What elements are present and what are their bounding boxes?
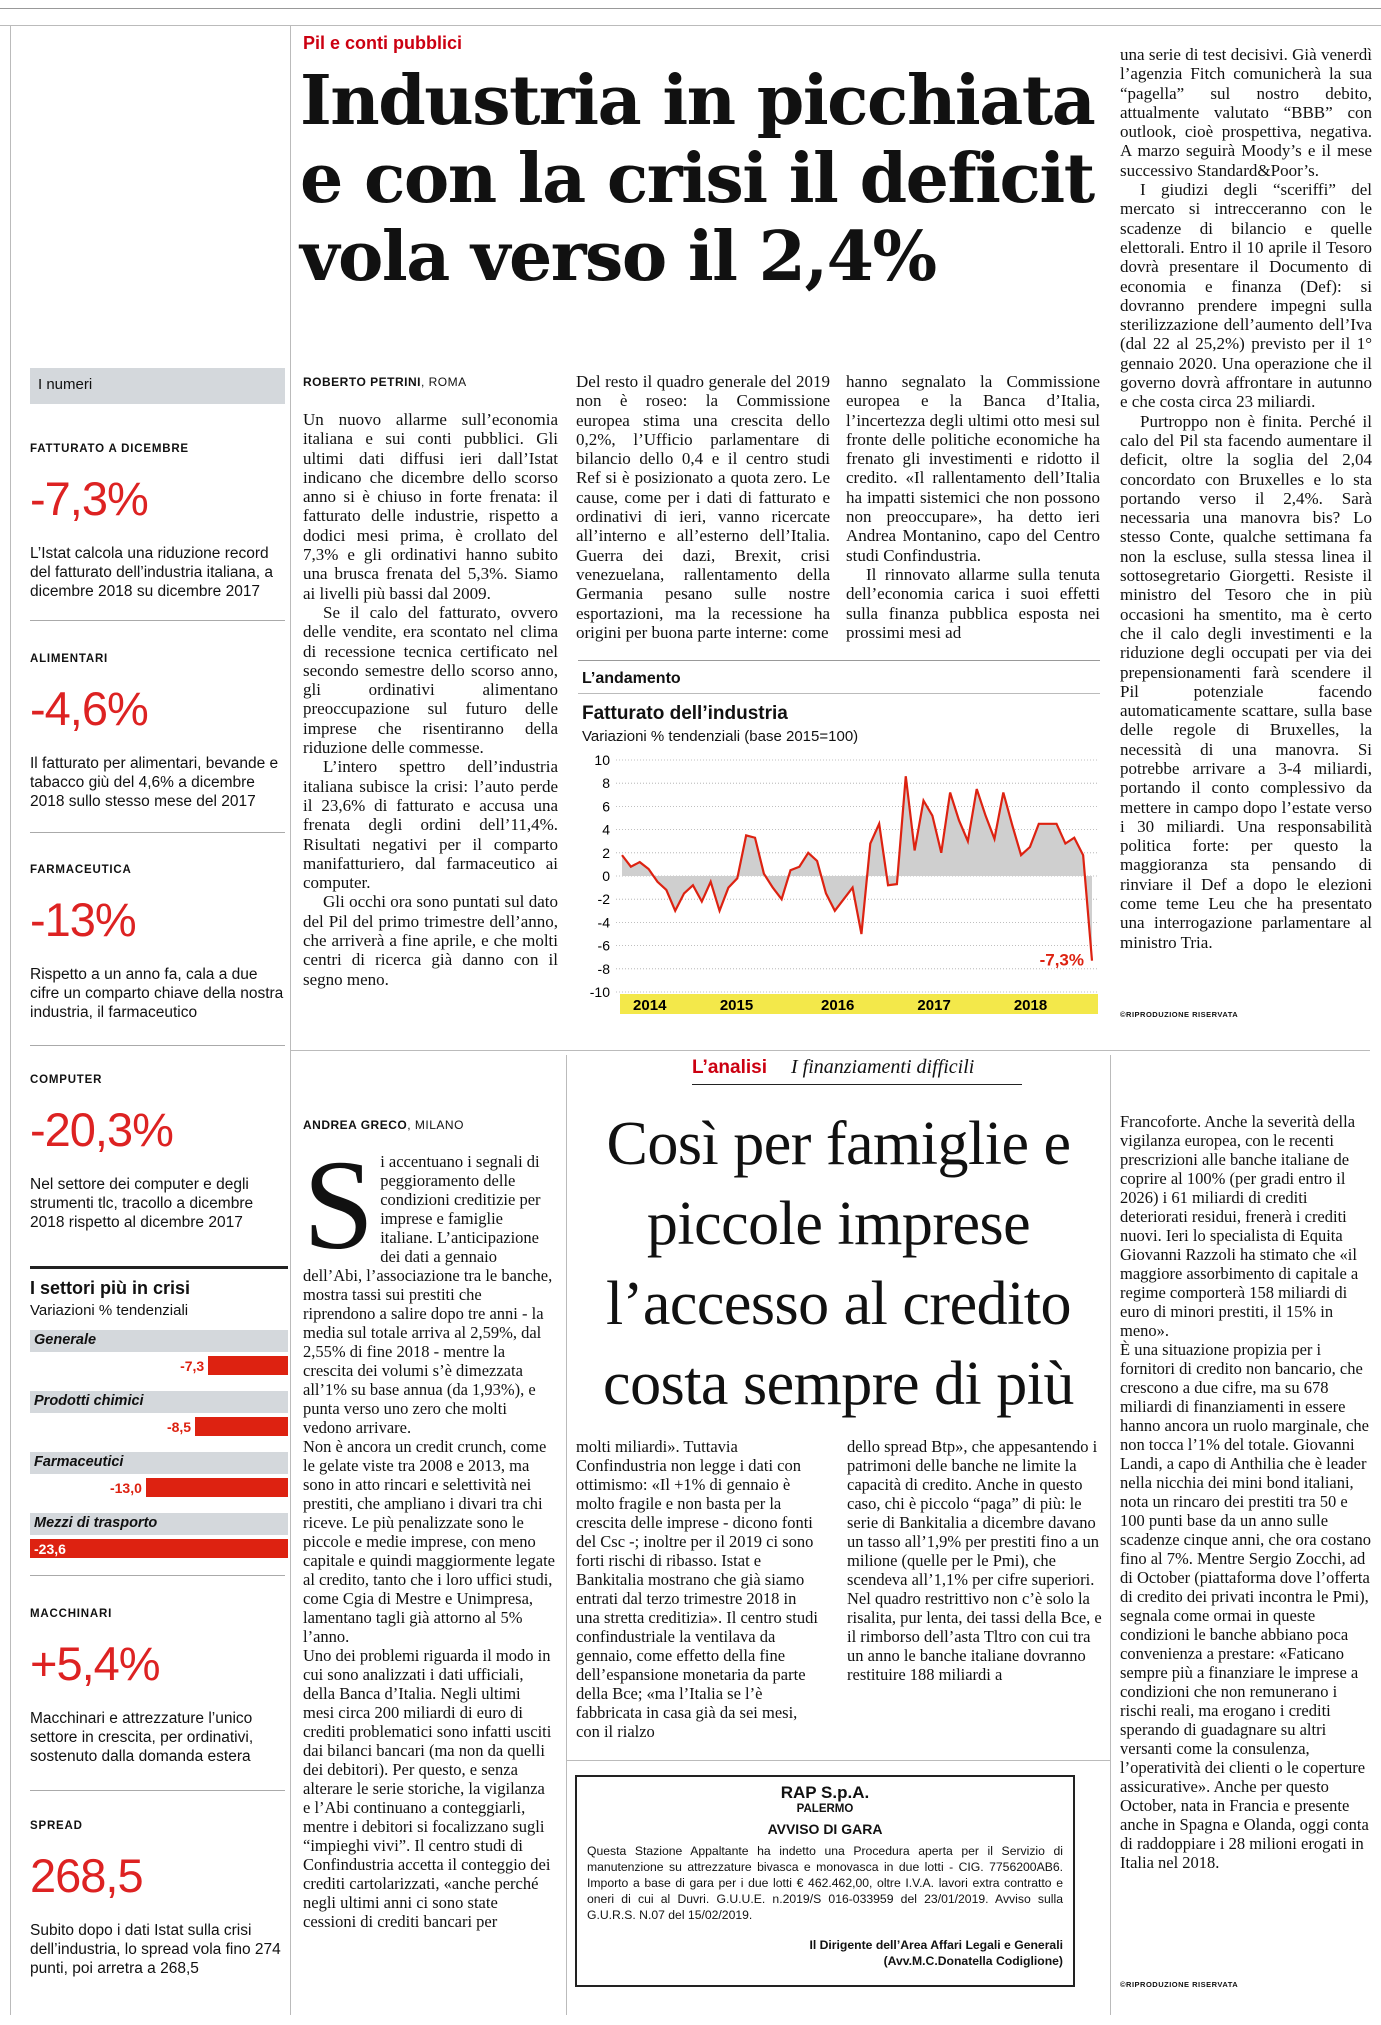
paragraph: una serie di test decisivi. Già venerdì l’agenzia Fitch comunicherà la sua “pagella” sul nostro debito, attualmente valutato “BBB” con outlook, cioè prospettiva, negativa. A marzo seguirà Moody’s e il mese successivo Standard&Poor’s. — [1120, 45, 1372, 180]
analysis-right-rule — [1110, 1055, 1111, 2015]
stat-value: -20,3% — [30, 1103, 173, 1156]
stat-farmaceutica — [30, 864, 290, 1022]
stat-label: SPREAD — [30, 1820, 83, 1832]
byline — [303, 1118, 464, 1132]
y-tick-label: 6 — [602, 798, 610, 815]
x-tick-label: 2015 — [719, 997, 754, 1014]
y-tick-label: -6 — [597, 937, 610, 954]
article1-col2 — [576, 372, 830, 642]
sector-bar-row — [30, 1452, 288, 1500]
byline-name: ANDREA GRECO — [303, 1118, 408, 1132]
sidebar-heading: I numeri — [30, 368, 285, 404]
paragraph: L’intero spettro dell’industria italiana subisce la crisi: l’auto perde il 23,6% di fatturato e accusa una frenata degli ordini dell’11,4%. Risultati negativi per il comparto manifatturiero, dal farmaceutico ai computer. — [303, 757, 558, 893]
paragraph: Se il calo del fatturato, ovvero delle vendite, era scontato nel clima di recessione tecnica certificato nel secondo semestre dello scorso anno, gli ordinativi alimentano preoccupazione sul futuro delle imprese che risentiranno della riduzione delle commesse. — [303, 602, 558, 758]
sector-bar-row — [30, 1513, 288, 1561]
stat-text: Il fatturato per alimentari, bevande e tabacco giù del 4,6% a dicembre 2018 sullo stesso mese del 2017 — [30, 755, 279, 810]
sector-bar-row — [30, 1391, 288, 1439]
article2-col3 — [847, 1437, 1102, 1684]
article2-col4 — [1120, 1112, 1372, 1872]
paragraph: Del resto il quadro generale del 2019 non è roseo: la Commissione europea stima una crescita dello 0,2%, l’Ufficio parlamentare di bilancio dello 0,4 e il centro studi Ref si è posizionato a quota zero. Le cause, come per i dati di fatturato e ordinativi di ieri, vanno ricercate all’interno e all’esterno dell’Italia. Guerra dei dazi, Brexit, crisi venezuelana, rallentamento della Germania pesano sulle nostre esportazioni, ma la recessione ha origini per buona parte interne: come — [576, 372, 830, 642]
article1-col4 — [1120, 45, 1372, 952]
ad-top-rule — [566, 1760, 1110, 1761]
sectors-title: I settori più in crisi — [30, 1278, 191, 1298]
dropcap: S — [303, 1134, 375, 1276]
sector-bar-label: Generale — [30, 1330, 288, 1352]
stat-text: Subito dopo i dati Istat sulla crisi dell’industria, lo spread vola fino 274 punti, poi arretra a 268,5 — [30, 1922, 281, 1977]
stat-separator — [30, 1045, 285, 1046]
stat-computer — [30, 1074, 290, 1232]
sector-bar-label: Prodotti chimici — [30, 1391, 288, 1413]
left-margin-rule — [10, 25, 11, 2015]
copyright: ©RIPRODUZIONE RISERVATA — [1120, 1980, 1239, 1989]
y-tick-label: -2 — [597, 891, 610, 908]
copyright: ©RIPRODUZIONE RISERVATA — [1120, 1010, 1239, 1019]
paragraph: I giudizi degli “sceriffi” del mercato si intrecceranno con le scadenze di bilancio e quelle elettorali. Entro il 10 aprile il Tesoro dovrà presentare il Documento di economia e finanza (Def): si dovranno prendere impegni sulla sterilizzazione dell’aumento dell’Iva (dal 22 al 25,2%) previsto per il 1° gennaio 2020. Una operazione che il governo dovrà affrontare in autunno e che costa circa 23 miliardi. — [1120, 180, 1372, 412]
y-tick-label: 4 — [602, 821, 610, 838]
analysis-kicker-row — [692, 1056, 974, 1079]
sector-bar — [208, 1356, 288, 1375]
stat-label: COMPUTER — [30, 1074, 103, 1086]
paragraph: molti miliardi». Tuttavia Confindustria non legge i dati con ottimismo: «Il +1% di gennaio è molto fragile e non basta per la crescita delle imprese - dicono fonti del Csc -; inoltre per il 2019 ci sono forti rischi di ribasso. Istat e Bankitalia mostrano che già siamo entrati dal terzo trimestre 2018 in una stretta creditizia». Il centro studi confindustriale la ventilava da gennaio, come effetto della fine dell’espansione monetaria da parte della Bce; «ma l’Italia se l’è fabbricata in casa già da sei mesi, con il rialzo — [576, 1437, 818, 1741]
stat-separator — [30, 1790, 285, 1791]
chart-title: Fatturato dell’industria — [582, 703, 788, 724]
sector-bar-value: -13,0 — [109, 1480, 142, 1496]
article2-col1 — [303, 1134, 555, 1931]
x-tick-label: 2017 — [917, 997, 951, 1014]
ad-box — [575, 1775, 1075, 1987]
stat-spread — [30, 1820, 290, 1978]
article1-col1 — [303, 410, 558, 989]
stat-text: L’Istat calcola una riduzione record del fatturato dell’industria italiana, a dicembre 2018 su dicembre 2017 — [30, 545, 273, 600]
analysis-kicker-underline — [692, 1084, 1022, 1085]
stat-text: Rispetto a un anno fa, cala a due cifre un comparto chiave della nostra industria, il farmaceutico — [30, 966, 284, 1021]
article1-col3 — [846, 372, 1100, 642]
stat-value: 268,5 — [30, 1849, 143, 1902]
stat-label: FARMACEUTICA — [30, 864, 132, 876]
sector-bar-value: -23,6 — [34, 1541, 66, 1557]
sector-bar — [195, 1417, 288, 1436]
paragraph: Un nuovo allarme sull’economia italiana e sui conti pubblici. Gli ultimi dati diffusi ieri dall’Istat indicano che dicembre dello scorso anno si è chiuso in forte frenata: il fatturato delle industrie, rispetto a dodici mesi prima, è crollato del 7,3% e gli ordinativi hanno subito una brusca frenata del 5,3%. Siamo ai livelli più bassi dal 2009. — [303, 410, 558, 603]
byline — [303, 375, 467, 389]
section-divider — [290, 1050, 1370, 1051]
y-tick-label: -4 — [597, 914, 610, 931]
stat-text: Nel settore dei computer e degli strumenti tlc, tracollo a dicembre 2018 rispetto al dicembre 2017 — [30, 1176, 254, 1231]
paragraph: Non è ancora un credit crunch, come le gelate viste tra 2008 e 2013, ma sono in atto rincari e selettività nei prestiti, che ampliano i divari tra chi riceve. Le più penalizzate sono le piccole e medie imprese, con meno capitale e quindi maggiormente legate al credito, tanto che i loro uffici studi, come Cgia di Mestre e Unimpresa, lamentano tagli già attorno al 5% l’anno. — [303, 1437, 555, 1646]
analysis-headline: Così per famiglie e piccole imprese l’accesso al credito costa sempre di più — [603, 1110, 1074, 1418]
stat-label: MACCHINARI — [30, 1608, 113, 1620]
chart-annotation: -7,3% — [1039, 950, 1084, 970]
byline-place: , MILANO — [407, 1118, 464, 1132]
sidebar-divider — [290, 25, 291, 2015]
article-kicker: Pil e conti pubblici — [303, 33, 463, 53]
stat-value: -13% — [30, 893, 136, 946]
paragraph-text: i accentuano i segnali di peggioramento delle condizioni creditizie per imprese e famiglie italiane. L’anticipazione dei dati a gennaio dell’Abi, l’associazione tra le banche, mostra tassi sui prestiti che riprendono a salire dopo tre anni - la media sul totale arriva al 2,59%, dal 2,55% di fine 2018 - mentre la crescita dei volumi s’è dimezzata all’1% su base annua (da 1,93%), e punta verso uno zero che molti vedono arrivare. — [303, 1152, 553, 1437]
y-tick-label: -8 — [597, 960, 610, 977]
byline-name: ROBERTO PETRINI — [303, 375, 421, 389]
stat-value: -4,6% — [30, 682, 148, 735]
chart-top-rule — [578, 660, 1100, 661]
stat-fatturato — [30, 443, 290, 601]
chart-subtitle: Variazioni % tendenziali (base 2015=100) — [582, 728, 859, 745]
paragraph: hanno segnalato la Commissione europea e la Banca d’Italia, l’incertezza degli ultimi otto mesi sul fronte delle politiche economiche ha frenato gli investimenti e ridotto il credito. «Il rallentamento dell’Italia ha impatti sistemici che non possono non preoccupare», ha detto ieri Andrea Montanino, capo del Centro studi Confindustria. — [846, 372, 1100, 565]
line-chart — [578, 752, 1102, 1017]
paragraph: Purtroppo non è finita. Perché il calo del Pil sta facendo aumentare il deficit, oltre la soglia del 2,04 concordato con Bruxelles e lo sta portando verso il 2,4%. Sarà necessaria una manovra bis? Lo stesso Conte, qualche settimana fa non la escluse, sulla stessa linea il sottosegretario Giorgetti. Resiste il ministro del Tesoro che in più occasioni ha smentito, ma è certo che il calo degli investimenti e la riduzione degli occupati per via dei prepensionamenti farà scendere il Pil potenziale facendo automaticamente scattare, sulla base delle regole di Bruxelles, la necessità di una manovra. Si potrebbe arrivare a 3-4 miliardi, portando il conto complessivo da mettere in campo dopo l’estate verso i 30 miliardi. Una responsabilità politica forte: per questo la maggioranza sta pensando di rinviare il Def a dopo le elezioni come teme Leu che ha presentato una interrogazione parlamentare al ministro Tria. — [1120, 411, 1372, 952]
analysis-kicker: L’analisi — [692, 1057, 767, 1078]
x-tick-label: 2014 — [633, 997, 667, 1014]
stat-value: -7,3% — [30, 472, 148, 525]
stat-label: ALIMENTARI — [30, 653, 109, 665]
ad-city: PALERMO — [796, 1803, 854, 1815]
stat-separator — [30, 832, 285, 833]
paragraph: Francoforte. Anche la severità della vigilanza europea, con le recenti prescrizioni alle banche italiane de coprire al 100% (per gradi entro il 2026) i 61 miliardi di crediti deteriorati residui, frenerà i crediti nuovi. Ieri lo specialista di Equita Giovanni Razzoli ha stimato che «il maggiore assorbimento di capitale a regime comporterà 158 miliardi di euro di minori prestiti, il 15% in meno». — [1120, 1112, 1359, 1340]
x-tick-label: 2016 — [821, 997, 855, 1014]
sector-bar-value: -8,5 — [166, 1419, 192, 1435]
ad-company: RAP S.p.A. — [780, 1783, 870, 1802]
stat-macchinari — [30, 1608, 290, 1766]
sector-bar-row — [30, 1330, 288, 1378]
article-headline: Industria in picchiata e con la crisi il deficit vola verso il 2,4% — [300, 61, 1095, 297]
paragraph — [303, 1134, 555, 1437]
byline-place: , ROMA — [420, 375, 467, 389]
sector-bar-label: Farmaceutici — [30, 1452, 288, 1474]
analysis-subkicker: I finanziamenti difficili — [790, 1056, 975, 1078]
chart-kicker-rule — [578, 693, 1100, 694]
top-rule — [0, 8, 1381, 9]
stat-separator — [30, 620, 285, 621]
stat-separator — [30, 1575, 285, 1576]
paragraph: Gli occhi ora sono puntati sul dato del Pil del primo trimestre dell’anno, che arriverà a fine aprile, e che molti centri di ricerca già danno con il segno meno. — [303, 892, 558, 989]
paragraph: Uno dei problemi riguarda il modo in cui sono analizzati i dati ufficiali, della Banca d’Italia. Negli ultimi mesi circa 200 miliardi di euro di crediti problematici sono infatti usciti dai bilanci bancari (ma non da quelli dei debitori). Per questo, e senza alterare le serie storiche, la vigilanza e l’Abi continuano a conteggiarli, mentre i debitori si focalizzano sugli “impieghi vivi”. Il centro studi di Confindustria accetta il conteggio dei crediti cartolarizzati, «anche perché negli ultimi anni ci sono state cessioni di crediti bancari per — [303, 1646, 552, 1931]
sector-bar-value: -7,3 — [180, 1358, 205, 1374]
y-tick-label: 8 — [602, 775, 610, 792]
y-tick-label: -10 — [589, 984, 610, 1000]
stat-alimentari — [30, 653, 290, 811]
y-tick-label: 10 — [594, 752, 610, 768]
sector-bar — [146, 1478, 288, 1497]
paragraph: È una situazione propizia per i fornitori di credito non bancario, che crescono a due cifre, ma su 678 miliardi di finanziamenti in essere hanno ancora un ruolo marginale, che non tocca l’1% del totale. Giovanni Landi, a capo di Anthilia che è leader nella nicchia dei mini bond italiani, nota un rincaro dei prestiti tra 50 e 100 punti base da un anno sulle scadenze cinque anni, che ora costano fino al 7%. Mentre Sergio Zocchi, ad di October (piattaforma dove l’offerta di credito dei privati incontra le Pmi), segnala come ormai in queste condizioni le banche abbiano poca convenienza a prestare: «Faticano sempre più a finanziare le imprese a condizioni che non remunerano i rischi reali, ma erogano i crediti sperando di guadagnare su altri versanti come la consulenza, l’operatività dei clienti o le coperture assicurative». Anche per questo October, nata in Francia e presente anche in Spagna e Olanda, oggi conta di raddoppiare i 28 milioni erogati in Italia nel 2018. — [1120, 1340, 1372, 1872]
top-rule-2 — [0, 25, 1381, 26]
stat-value: +5,4% — [30, 1637, 160, 1690]
y-tick-label: 2 — [602, 844, 610, 861]
sectors-rule — [30, 1266, 288, 1269]
x-tick-label: 2018 — [1013, 997, 1048, 1014]
area-fill — [622, 776, 1092, 960]
analysis-left-rule — [566, 1055, 567, 2015]
y-tick-label: 0 — [602, 868, 610, 884]
ad-signature: Il Dirigente dell’Area Affari Legali e Generali — [809, 1938, 1063, 1952]
sectors-subtitle: Variazioni % tendenziali — [30, 1302, 189, 1319]
chart-kicker: L’andamento — [582, 670, 681, 687]
article2-col2 — [576, 1437, 821, 1741]
ad-body: Questa Stazione Appaltante ha indetto una Procedura aperta per il Servizio di manutenzione su attrezzature bivasca e monovasca in due lotti - CIG. 7756200AB6. Importo a base di gara per i due lotti € 462.462,00, oltre I.V.A. lavori extra contratto e oneri di cui al Duvri. G.U.U.E. n.2019/S 016-033959 del 23/01/2019. Avviso sulla G.U.R.S. N.07 del 15/02/2019. — [587, 1844, 1063, 1922]
paragraph: Il rinnovato allarme sulla tenuta dell’economia carica i suoi effetti sulla finanza pubblica esposta nei prossimi mesi ad — [846, 564, 1100, 642]
paragraph: Nel quadro restrittivo non c’è solo la risalita, pur lenta, dei tassi della Bce, e il rimborso dell’asta Tltro con cui tra un anno le banche italiane dovranno restituire 188 miliardi a — [847, 1589, 1102, 1684]
sector-bar — [30, 1539, 288, 1558]
ad-signature-name: (Avv.M.C.Donatella Codiglione) — [883, 1954, 1063, 1968]
stat-text: Macchinari e attrezzature l’unico settore in crescita, per ordinativi, sostenuto dalla domanda estera — [30, 1710, 254, 1765]
ad-title: AVVISO DI GARA — [767, 1821, 883, 1837]
stat-label: FATTURATO A DICEMBRE — [30, 443, 189, 455]
sector-bar-label: Mezzi di trasporto — [30, 1513, 288, 1535]
paragraph: dello spread Btp», che appesantendo i patrimoni delle banche ne limite la capacità di credito. Anche in questo caso, chi è piccolo “paga” di più: le serie di Bankitalia a dicembre davano un tasso all’1,9% per prestiti fino a un milione (quelle per le Pmi), che scendeva all’1,1% per cifre superiori. — [847, 1437, 1100, 1589]
